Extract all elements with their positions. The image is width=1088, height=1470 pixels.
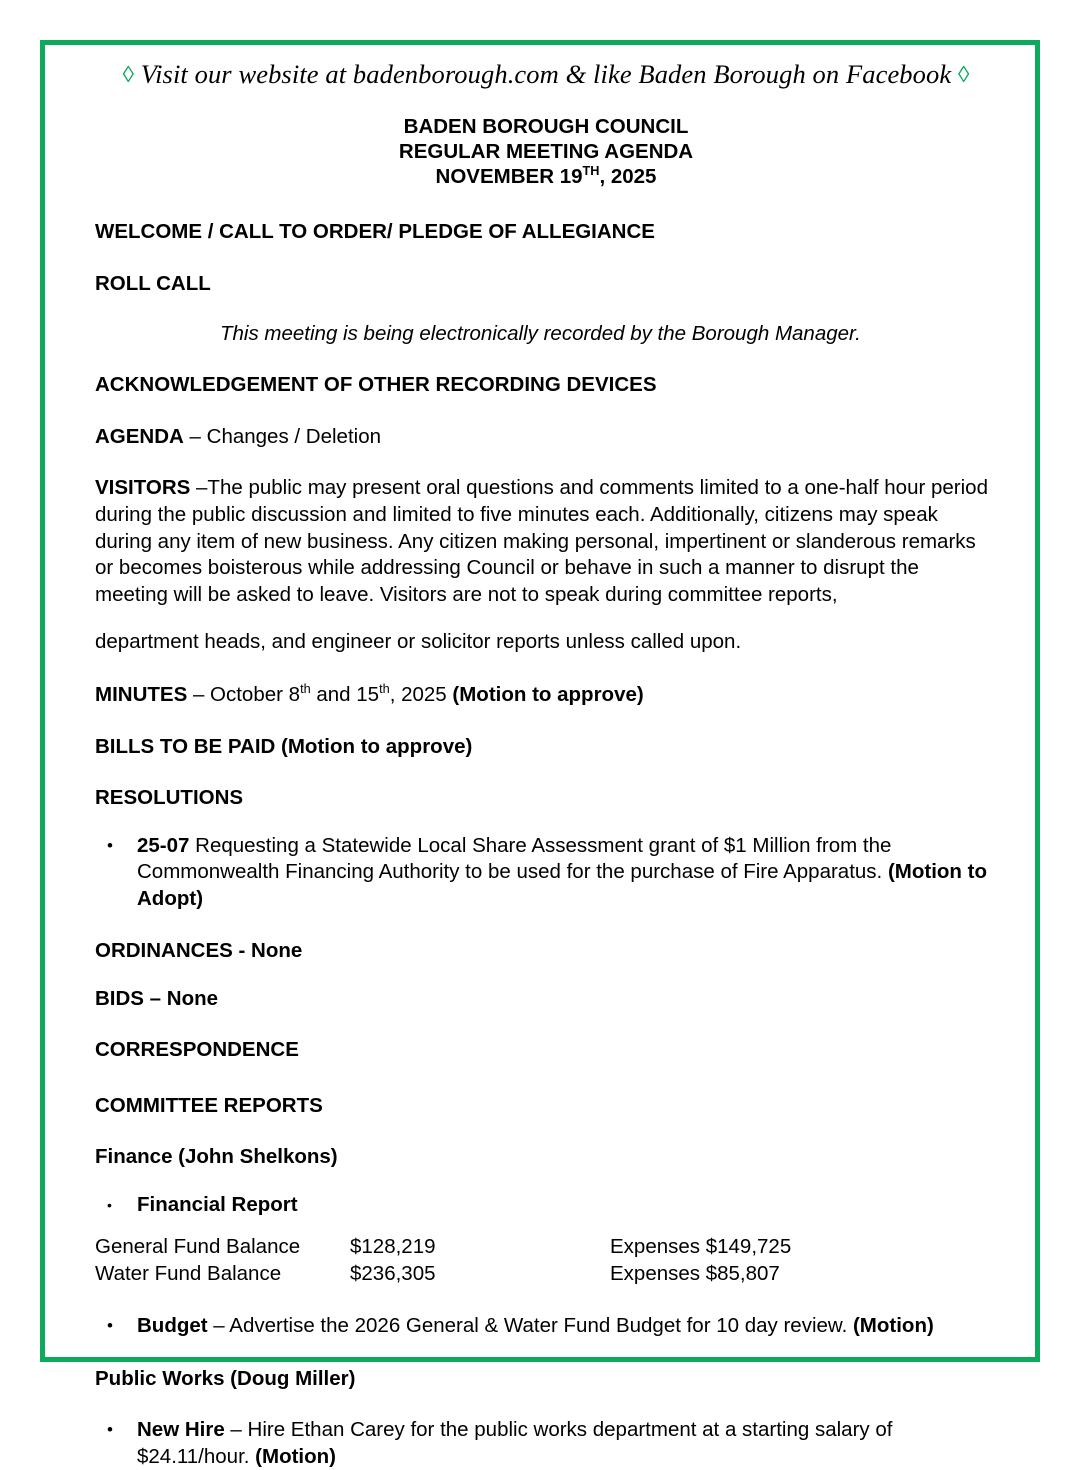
new-hire-label: New Hire [137, 1418, 225, 1442]
document-content [95, 59, 997, 1470]
subsection-finance-heading: Finance (John Shelkons) [95, 1145, 338, 1169]
section-roll-call: ROLL CALL [95, 271, 211, 295]
title-date-ordinal: TH [582, 163, 600, 179]
section-minutes-motion: (Motion to approve) [452, 683, 644, 707]
diamond-ornament-left-icon: ◊ [122, 62, 135, 87]
section-committee-reports: COMMITTEE REPORTS [95, 1093, 323, 1117]
financial-report-list-item [95, 1192, 997, 1219]
document-title-block [95, 114, 997, 189]
fund-label: General Fund Balance [95, 1235, 301, 1259]
budget-text: – Advertise the 2026 General & Water Fund Budget for 10 day review. [207, 1314, 853, 1338]
section-resolutions-heading: RESOLUTIONS [95, 786, 244, 810]
fund-expenses: Expenses $149,725 [610, 1235, 792, 1259]
section-agenda-text: – Changes / Deletion [183, 424, 381, 448]
budget-motion: (Motion) [852, 1314, 934, 1338]
website-banner-text: Visit our website at badenborough.com & like Baden Borough on Facebook [140, 59, 952, 89]
bullet-marker-icon: • [107, 1316, 113, 1336]
table-row [95, 1234, 791, 1261]
fund-balance: $128,219 [350, 1235, 436, 1259]
section-minutes-date-part-3: , 2025 [389, 683, 453, 707]
section-bids: BIDS – None [95, 986, 219, 1010]
title-date-prefix: NOVEMBER 19 [435, 165, 583, 188]
title-line-date [95, 164, 997, 189]
budget-label: Budget [137, 1314, 208, 1338]
title-line-meeting-type: REGULAR MEETING AGENDA [398, 140, 694, 163]
section-minutes-ordinal-1: th [300, 681, 311, 697]
fund-expenses: Expenses $85,807 [610, 1261, 780, 1285]
section-visitors-label: VISITORS [95, 476, 191, 499]
financial-report-label: Financial Report [137, 1192, 298, 1216]
new-hire-motion: (Motion) [255, 1444, 336, 1468]
resolution-text: Requesting a Statewide Local Share Assessment grant of $1 Million from the Commonwealth Financing Authority to be used for the purchase of Fire Apparatus. [137, 833, 892, 884]
section-minutes [95, 682, 997, 708]
budget-list-item [95, 1313, 997, 1340]
section-welcome-call-to-order: WELCOME / CALL TO ORDER/ PLEDGE OF ALLEGIANCE [95, 220, 655, 243]
section-minutes-date-part-1: – October 8 [187, 683, 301, 707]
section-correspondence: CORRESPONDENCE [95, 1038, 299, 1062]
table-row [95, 1261, 791, 1288]
agenda-page-border [40, 40, 1040, 1468]
diamond-ornament-right-icon: ◊ [957, 62, 970, 87]
section-agenda [95, 424, 997, 450]
new-hire-text: – Hire Ethan Carey for the public works department at a starting salary of $24.11/hour. [137, 1418, 893, 1468]
website-banner [95, 59, 997, 90]
financial-summary-table [95, 1234, 791, 1287]
bullet-marker-icon: • [107, 835, 113, 855]
section-visitors-text: –The public may present oral questions and comments limited to a one-half hour period during the public discussion and limited to five minutes each. Additionally, citizens may speak during any item of new business. Any citizen making personal, impertinent or slanderous remarks or becomes boisterous while addressing Council or behave in such a manner to disrupt the meeting will be asked to leave. Visitors are not to speak during committee reports, [95, 476, 988, 607]
title-line-council: BADEN BOROUGH COUNCIL [403, 115, 689, 138]
section-acknowledgement-recording-devices: ACKNOWLEDGEMENT OF OTHER RECORDING DEVICES [95, 373, 657, 396]
section-agenda-label: AGENDA [95, 424, 184, 448]
bullet-marker-icon: • [107, 1420, 113, 1440]
section-minutes-date-part-2: and 15 [310, 683, 380, 707]
fund-label: Water Fund Balance [95, 1261, 282, 1285]
title-date-suffix: , 2025 [599, 165, 657, 188]
resolution-number: 25-07 [137, 833, 190, 857]
subsection-public-works-heading: Public Works (Doug Miller) [95, 1366, 356, 1390]
section-minutes-label: MINUTES [95, 683, 188, 707]
section-ordinances: ORDINANCES - None [95, 939, 303, 963]
section-visitors [95, 475, 997, 609]
fund-balance: $236,305 [350, 1261, 436, 1285]
section-bills-to-be-paid: BILLS TO BE PAID (Motion to approve) [95, 734, 473, 758]
new-hire-list-item [95, 1417, 997, 1470]
section-visitors-tail: department heads, and engineer or solicitor reports unless called upon. [95, 630, 742, 654]
recording-notice: This meeting is being electronically recorded by the Borough Manager. [220, 322, 861, 345]
resolution-motion: (Motion to Adopt) [137, 860, 987, 910]
resolution-list-item [95, 833, 997, 913]
section-minutes-ordinal-2: th [379, 681, 390, 697]
bullet-marker-icon: • [107, 1196, 112, 1213]
